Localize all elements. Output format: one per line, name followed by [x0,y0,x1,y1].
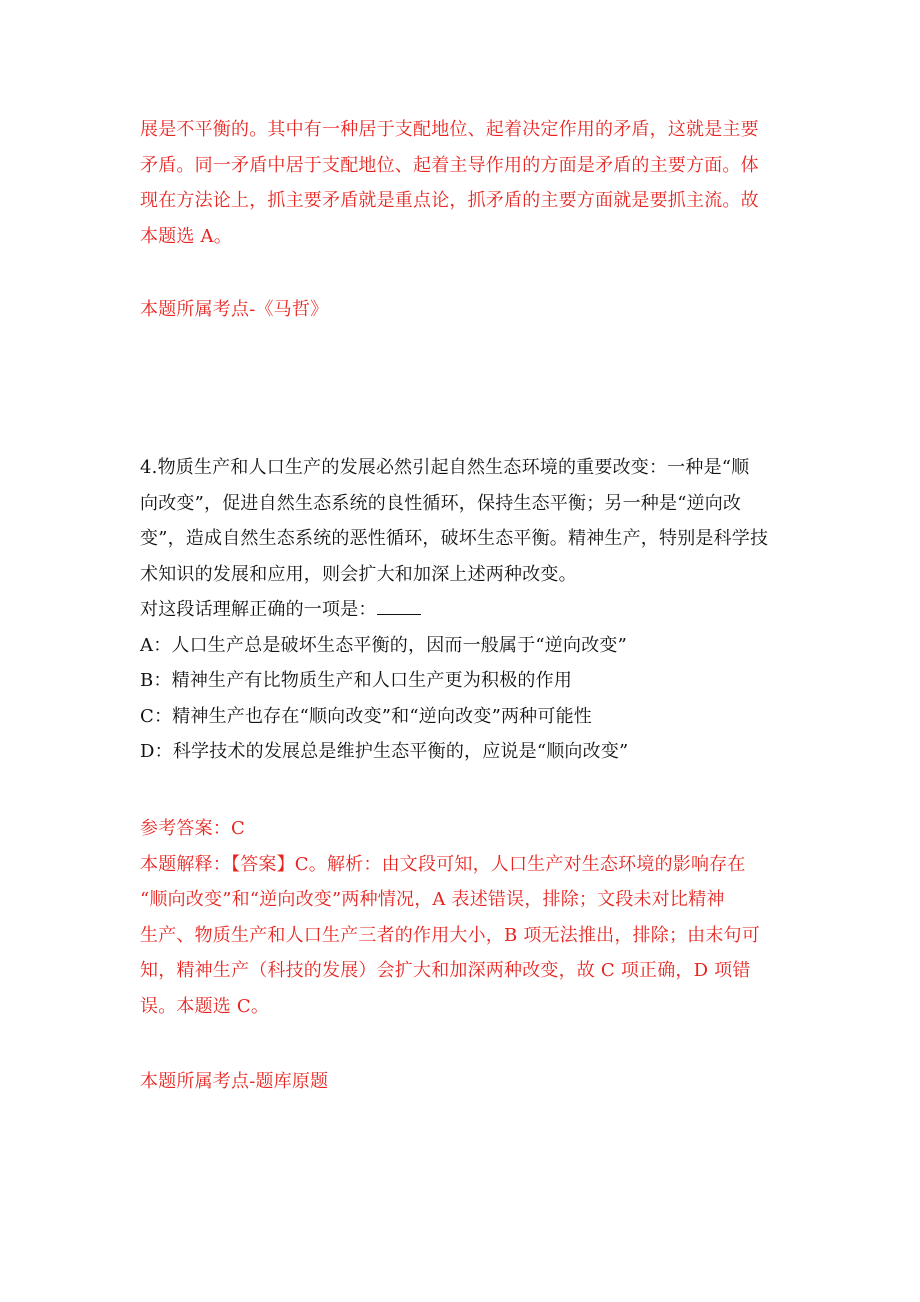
question-stem-line: 向改变”，促进自然生态系统的良性循环，保持生态平衡；另一种是“逆向改 [140,492,742,514]
option-c: C：精神生产也存在“顺向改变”和“逆向改变”两种可能性 [140,705,592,727]
answer-explanation-line: 生产、物质生产和人口生产三者的作用大小，B 项无法推出，排除；由末句可 [140,924,760,946]
answer-block [140,811,785,1024]
topic-label: 本题所属考点-题库原题 [140,1071,329,1092]
question-block [140,450,785,770]
question-prompt [140,592,785,628]
explanation-line: 本题选 A。 [140,225,232,247]
reference-answer: 参考答案：C [140,818,245,839]
previous-topic [140,292,785,328]
question-prompt-text: 对这段话理解正确的一项是： [140,599,377,620]
answer-topic [140,1064,785,1100]
question-stem-line: 4.物质生产和人口生产的发展必然引起自然生态环境的重要改变：一种是“顺 [140,457,750,478]
previous-explanation [140,112,785,254]
option-d: D：科学技术的发展总是维护生态平衡的，应说是“顺向改变” [140,741,629,762]
question-stem-line: 术知识的发展和应用，则会扩大和加深上述两种改变。 [140,563,577,585]
answer-explanation-line: “顺向改变”和“逆向改变”两种情况，A 表述错误，排除；文段未对比精神 [140,889,725,910]
explanation-line: 矛盾。同一矛盾中居于支配地位、起着主导作用的方面是矛盾的主要方面。体 [140,154,759,176]
answer-explanation-line: 误。本题选 C。 [140,995,270,1017]
explanation-line: 现在方法论上，抓主要矛盾就是重点论，抓矛盾的主要方面就是要抓主流。故 [140,190,759,211]
topic-label: 本题所属考点-《马哲》 [140,299,329,320]
question-stem-line: 变”，造成自然生态系统的恶性循环，破坏生态平衡。精神生产，特别是科学技 [140,528,769,549]
explanation-line: 展是不平衡的。其中有一种居于支配地位、起着决定作用的矛盾，这就是主要 [140,119,759,140]
answer-blank [377,596,421,615]
option-b: B：精神生产有比物质生产和人口生产更为积极的作用 [140,670,573,691]
answer-explanation-line: 本题解释：【答案】C。解析：由文段可知，人口生产对生态环境的影响存在 [140,853,746,875]
answer-explanation-line: 知，精神生产（科技的发展）会扩大和加深两种改变，故 C 项正确，D 项错 [140,960,751,981]
option-a: A：人口生产总是破坏生态平衡的，因而一般属于“逆向改变” [140,634,628,656]
